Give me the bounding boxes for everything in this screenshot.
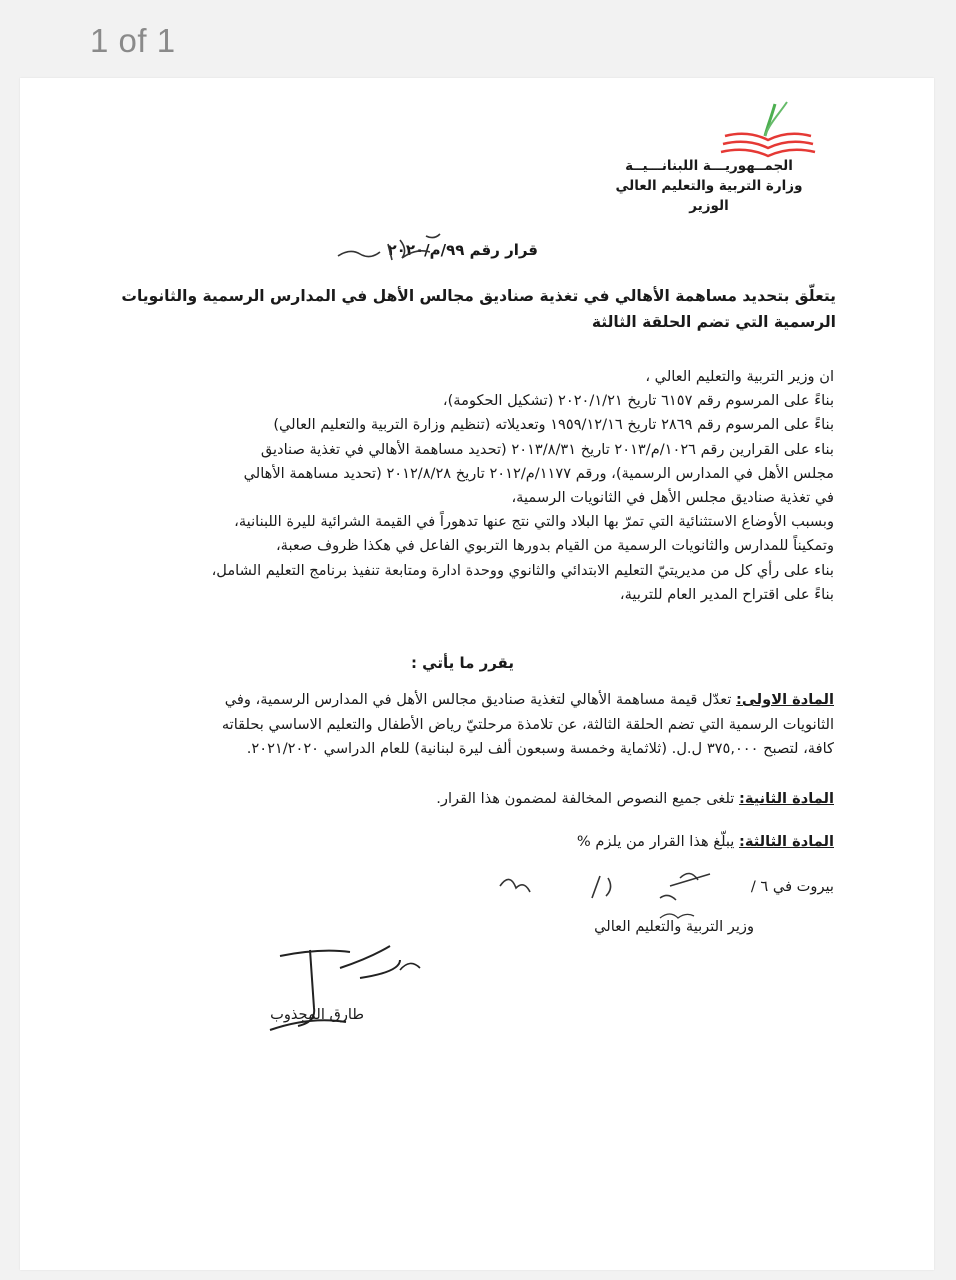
minister-office: الوزير bbox=[689, 198, 729, 214]
handwritten-number-icon bbox=[330, 226, 450, 270]
preamble-line: بناءً على المرسوم رقم ٢٨٦٩ تاريخ ١٩٥٩/١٢/١٦ وتعديلاته (تنظيم وزارة التربية والتعليم العالي) bbox=[273, 416, 834, 434]
issue-place-date: بيروت في ٦ / bbox=[750, 878, 834, 895]
article-text: الثانويات الرسمية التي تضم الحلقة الثالثة، عن تلامذة مرحلتيّ رياض الأطفال والتعليم الاساسي بحلقاته bbox=[221, 715, 834, 733]
letterhead bbox=[579, 156, 839, 216]
ministry-name: وزارة التربية والتعليم العالي bbox=[615, 178, 803, 194]
document-page bbox=[20, 78, 934, 1270]
article-two bbox=[436, 790, 834, 807]
resolves-heading: يقرر ما يأتي : bbox=[410, 654, 514, 672]
article-three bbox=[577, 833, 834, 850]
page-indicator: 1 of 1 bbox=[90, 22, 176, 59]
article-text: كافة، لتصبح ٣٧٥,٠٠٠ ل.ل. (ثلاثماية وخمسة وسبعون ألف ليرة لبنانية) للعام الدراسي ٢٠٢١/٢٠٢٠. bbox=[246, 740, 834, 757]
preamble bbox=[114, 365, 834, 607]
article-text: يبلّغ هذا القرار من يلزم % bbox=[576, 833, 740, 850]
article-text: تلغى جميع النصوص المخالفة لمضمون هذا القرار. bbox=[436, 790, 740, 807]
preamble-line: بناء على رأي كل من مديريتيّ التعليم الابتدائي والثانوي ووحدة ادارة ومتابعة تنفيذ برنامج التعليم الشامل، bbox=[211, 561, 834, 579]
preamble-line: وتمكيناً للمدارس والثانويات الرسمية من القيام بدورها التربوي الفاعل في هكذا ظروف صعبة، bbox=[275, 537, 834, 555]
republic-name: الجمــهوريـــة اللبنانـــيــة bbox=[625, 158, 793, 174]
preamble-line: بناءً على المرسوم رقم ٦١٥٧ تاريخ ٢٠٢٠/١/٢١ (تشكيل الحكومة)، bbox=[442, 392, 834, 410]
signatory-name: طارق المجذوب bbox=[270, 1006, 364, 1023]
decision-number: قرار رقم ٩٩/م/٢٠٢٠ bbox=[387, 241, 538, 259]
preamble-line: بناء على القرارين رقم ١٠٢٦/م/٢٠١٣ تاريخ ٢٠١٣/٨/٣١ (تحديد مساهمة الأهالي في تغذية صناديق bbox=[260, 440, 834, 458]
article-label: المادة الثالثة: bbox=[739, 833, 834, 850]
preamble-line: ان وزير التربية والتعليم العالي ، bbox=[645, 368, 834, 385]
article-text: تعدّل قيمة مساهمة الأهالي لتغذية صناديق مجالس الأهل في المدارس الرسمية، وفي bbox=[224, 691, 737, 708]
article-label: المادة الاولى: bbox=[736, 691, 834, 708]
decision-subject bbox=[116, 283, 836, 335]
preamble-line: وبسبب الأوضاع الاستثنائية التي تمرّ بها البلاد والتي نتج عنها تدهوراً في القيمة الشرائية لليرة اللبنانية، bbox=[234, 513, 834, 531]
viewer-header bbox=[0, 0, 956, 80]
signatory-title: وزير التربية والتعليم العالي bbox=[594, 918, 754, 935]
article-label: المادة الثانية: bbox=[739, 790, 834, 807]
preamble-line: في تغذية صناديق مجلس الأهل في الثانويات الرسمية، bbox=[511, 489, 834, 507]
preamble-line: مجلس الأهل في المدارس الرسمية)، ورقم ١١٧٧/م/٢٠١٢ تاريخ ٢٠١٢/٨/٢٨ (تحديد مساهمة الأهالي bbox=[243, 464, 834, 482]
signature-icon bbox=[250, 938, 430, 1038]
subject-line: الرسمية التي تضم الحلقة الثالثة bbox=[591, 313, 836, 331]
preamble-line: بناءً على اقتراح المدير العام للتربية، bbox=[619, 585, 834, 603]
article-one bbox=[114, 688, 834, 762]
subject-line: يتعلّق بتحديد مساهمة الأهالي في تغذية صناديق مجالس الأهل في المدارس الرسمية والثانويات bbox=[121, 287, 836, 305]
cedar-book-logo-icon bbox=[713, 96, 823, 164]
